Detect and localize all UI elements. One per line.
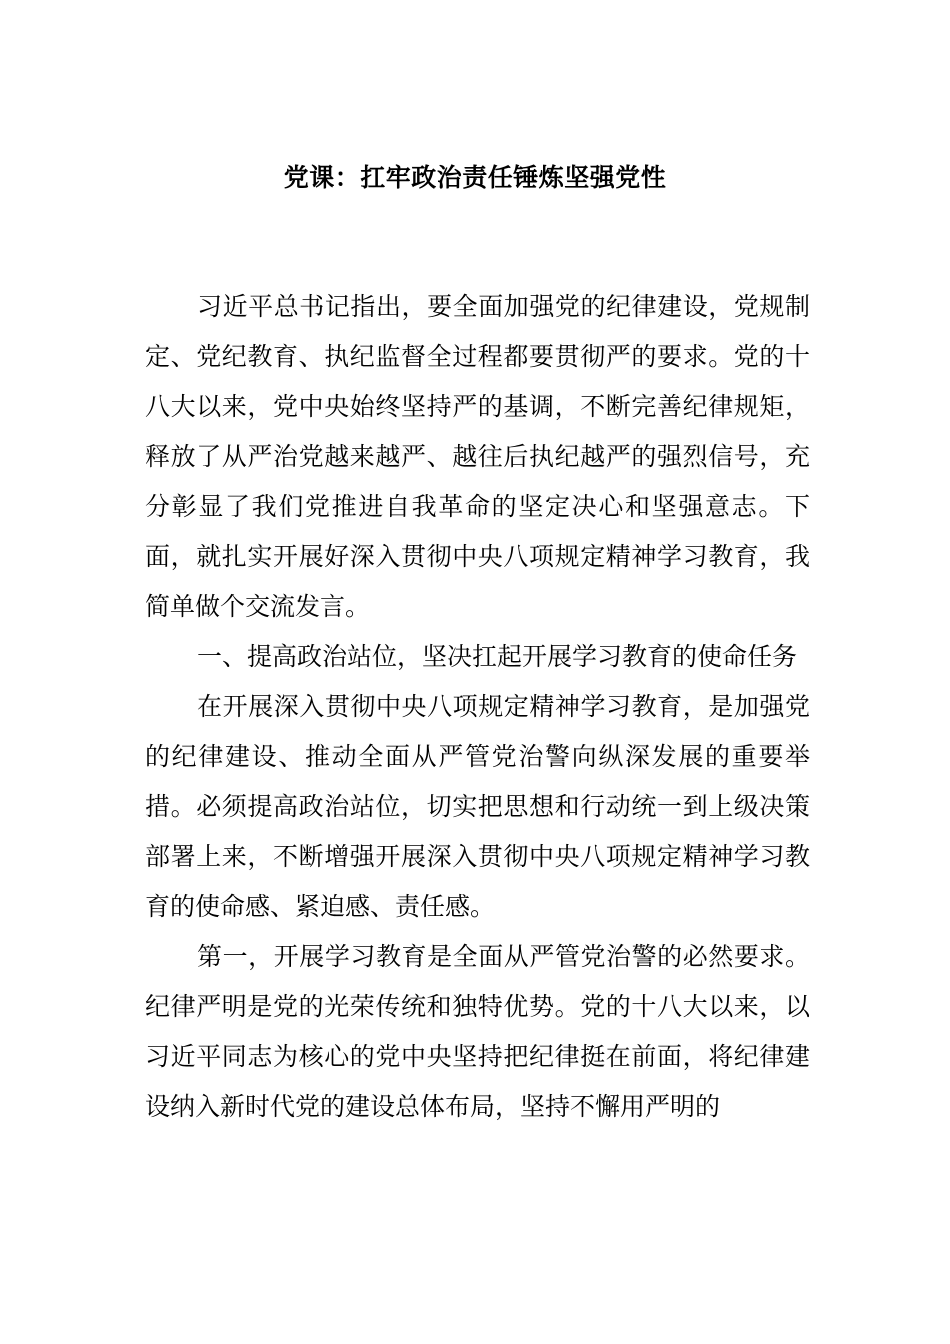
paragraph-section-one: 在开展深入贯彻中央八项规定精神学习教育，是加强党的纪律建设、推动全面从严管党治警向纵深发展的重要举措。必须提高政治站位，切实把思想和行动统一到上级决策部署上来，不断增强开展深入贯彻中央八项规定精神学习教育的使命感、紧迫感、责任感。 bbox=[145, 692, 810, 921]
document-title: 党课：扛牢政治责任锤炼坚强党性 bbox=[283, 163, 667, 192]
paragraph-intro: 习近平总书记指出，要全面加强党的纪律建设，党规制定、党纪教育、执纪监督全过程都要贯彻严的要求。党的十八大以来，党中央始终坚持严的基调，不断完善纪律规矩，释放了从严治党越来越严、越往后执纪越严的强烈信号，充分彰显了我们党推进自我革命的坚定决心和坚强意志。下面，就扎实开展好深入贯彻中央八项规定精神学习教育，我简单做个交流发言。 bbox=[145, 292, 810, 621]
section-heading-one: 一、提高政治站位，坚决扛起开展学习教育的使命任务 bbox=[197, 642, 798, 671]
document-body bbox=[145, 282, 810, 1132]
paragraph-first-point: 第一，开展学习教育是全面从严管党治警的必然要求。纪律严明是党的光荣传统和独特优势。党的十八大以来，以习近平同志为核心的党中央坚持把纪律挺在前面，将纪律建设纳入新时代党的建设总体布局，坚持不懈用严明的 bbox=[145, 942, 810, 1121]
